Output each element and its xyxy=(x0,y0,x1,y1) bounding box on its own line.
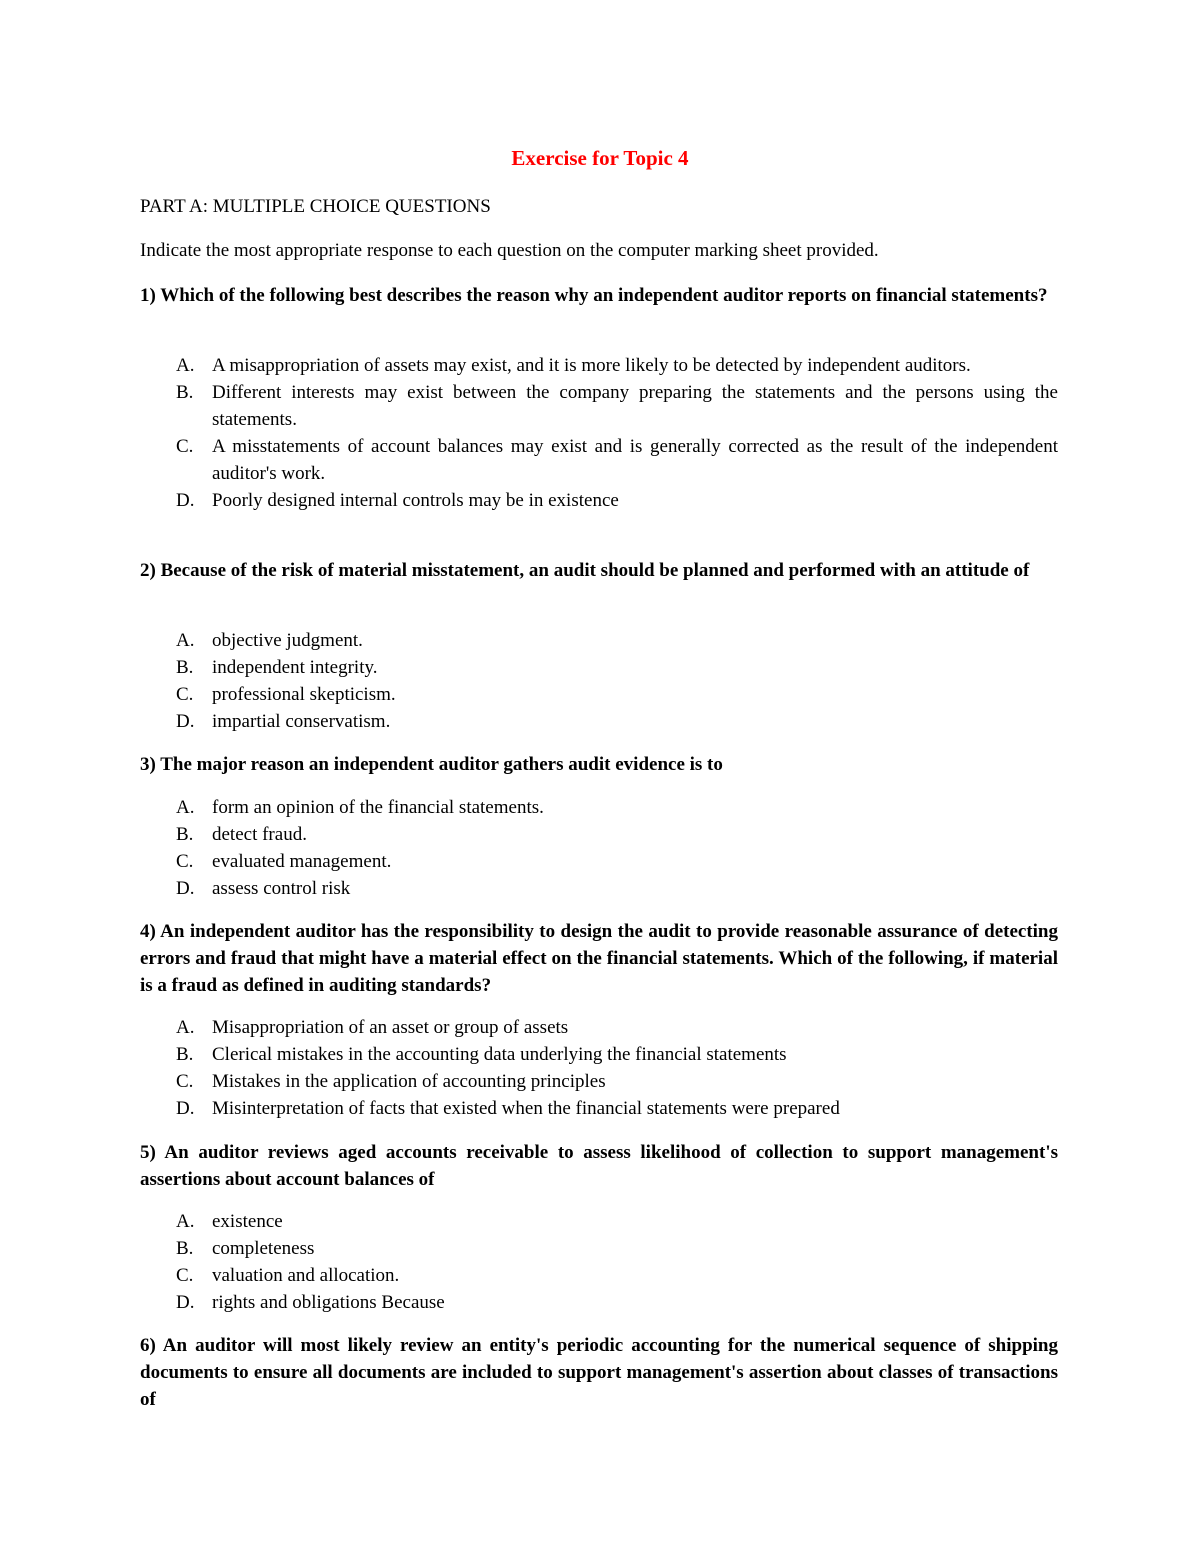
options-question-1 xyxy=(176,352,1058,514)
option-text: objective judgment. xyxy=(212,630,363,651)
option-2b xyxy=(176,654,1058,681)
option-text: Misappropriation of an asset or group of assets xyxy=(212,1017,569,1038)
question-2: 2) Because of the risk of material misstatement, an audit should be planned and performed with an attitude of xyxy=(140,560,1030,581)
question-3: 3) The major reason an independent auditor gathers audit evidence is to xyxy=(140,754,723,775)
option-text: Clerical mistakes in the accounting data underlying the financial statements xyxy=(212,1044,787,1065)
option-2a xyxy=(176,627,1058,654)
option-2d xyxy=(176,708,1058,735)
option-4a xyxy=(176,1014,1058,1041)
option-letter: D. xyxy=(176,878,195,899)
question-1: 1) Which of the following best describes the reason why an independent auditor reports on financial statements? xyxy=(140,285,1048,306)
option-letter: D. xyxy=(176,490,195,511)
option-4d xyxy=(176,1095,1058,1122)
option-text: rights and obligations Because xyxy=(212,1292,445,1313)
option-text: A misappropriation of assets may exist, and it is more likely to be detected by independent auditors. xyxy=(212,355,971,376)
option-letter: B. xyxy=(176,824,194,845)
options-question-4 xyxy=(176,1014,1058,1122)
options-question-5 xyxy=(176,1208,1058,1316)
option-letter: A. xyxy=(176,355,195,376)
option-letter: C. xyxy=(176,436,194,457)
instruction-text: Indicate the most appropriate response to each question on the computer marking sheet provided. xyxy=(140,240,879,261)
option-1b xyxy=(176,379,1058,433)
option-5c xyxy=(176,1262,1058,1289)
option-text: A misstatements of account balances may exist and is generally corrected as the result of the independent auditor's work. xyxy=(212,436,1058,484)
option-3c xyxy=(176,848,1058,875)
option-4b xyxy=(176,1041,1058,1068)
option-4c xyxy=(176,1068,1058,1095)
option-1d xyxy=(176,487,1058,514)
option-text: completeness xyxy=(212,1238,315,1259)
option-5a xyxy=(176,1208,1058,1235)
option-text: Poorly designed internal controls may be in existence xyxy=(212,490,619,511)
option-letter: C. xyxy=(176,851,194,872)
question-4: 4) An independent auditor has the responsibility to design the audit to provide reasonable assurance of detecting errors and fraud that might have a material effect on the financial statements. Which of the following, if material is a fraud as defined in auditing standards? xyxy=(140,921,1058,996)
option-text: valuation and allocation. xyxy=(212,1265,400,1286)
option-text: Mistakes in the application of accounting principles xyxy=(212,1071,606,1092)
option-letter: B. xyxy=(176,382,194,403)
option-text: impartial conservatism. xyxy=(212,711,391,732)
option-2c xyxy=(176,681,1058,708)
option-letter: D. xyxy=(176,1292,195,1313)
option-text: form an opinion of the financial statements. xyxy=(212,797,544,818)
option-text: Different interests may exist between the company preparing the statements and the persons using the statements. xyxy=(212,382,1058,430)
options-question-2 xyxy=(176,627,1058,735)
option-letter: C. xyxy=(176,1071,194,1092)
option-letter: D. xyxy=(176,711,195,732)
options-question-3 xyxy=(176,794,1058,902)
option-text: Misinterpretation of facts that existed when the financial statements were prepared xyxy=(212,1098,840,1119)
option-letter: A. xyxy=(176,630,195,651)
page-title: Exercise for Topic 4 xyxy=(511,146,689,170)
option-3b xyxy=(176,821,1058,848)
option-text: existence xyxy=(212,1211,283,1232)
part-heading: PART A: MULTIPLE CHOICE QUESTIONS xyxy=(140,196,491,217)
option-letter: D. xyxy=(176,1098,195,1119)
question-6: 6) An auditor will most likely review an entity's periodic accounting for the numerical sequence of shipping documents to ensure all documents are included to support management's assertion about classes of transactions of xyxy=(140,1335,1058,1410)
option-letter: C. xyxy=(176,1265,194,1286)
option-letter: B. xyxy=(176,1044,194,1065)
option-1c xyxy=(176,433,1058,487)
option-letter: A. xyxy=(176,1211,195,1232)
option-text: professional skepticism. xyxy=(212,684,396,705)
option-letter: A. xyxy=(176,797,195,818)
option-text: independent integrity. xyxy=(212,657,378,678)
option-1a xyxy=(176,352,1058,379)
option-letter: C. xyxy=(176,684,194,705)
question-5: 5) An auditor reviews aged accounts receivable to assess likelihood of collection to support management's assertions about account balances of xyxy=(140,1142,1058,1190)
option-letter: B. xyxy=(176,657,194,678)
option-text: evaluated management. xyxy=(212,851,392,872)
option-text: assess control risk xyxy=(212,878,351,899)
option-letter: A. xyxy=(176,1017,195,1038)
option-5b xyxy=(176,1235,1058,1262)
option-letter: B. xyxy=(176,1238,194,1259)
option-3a xyxy=(176,794,1058,821)
option-text: detect fraud. xyxy=(212,824,307,845)
option-3d xyxy=(176,875,1058,902)
option-5d xyxy=(176,1289,1058,1316)
